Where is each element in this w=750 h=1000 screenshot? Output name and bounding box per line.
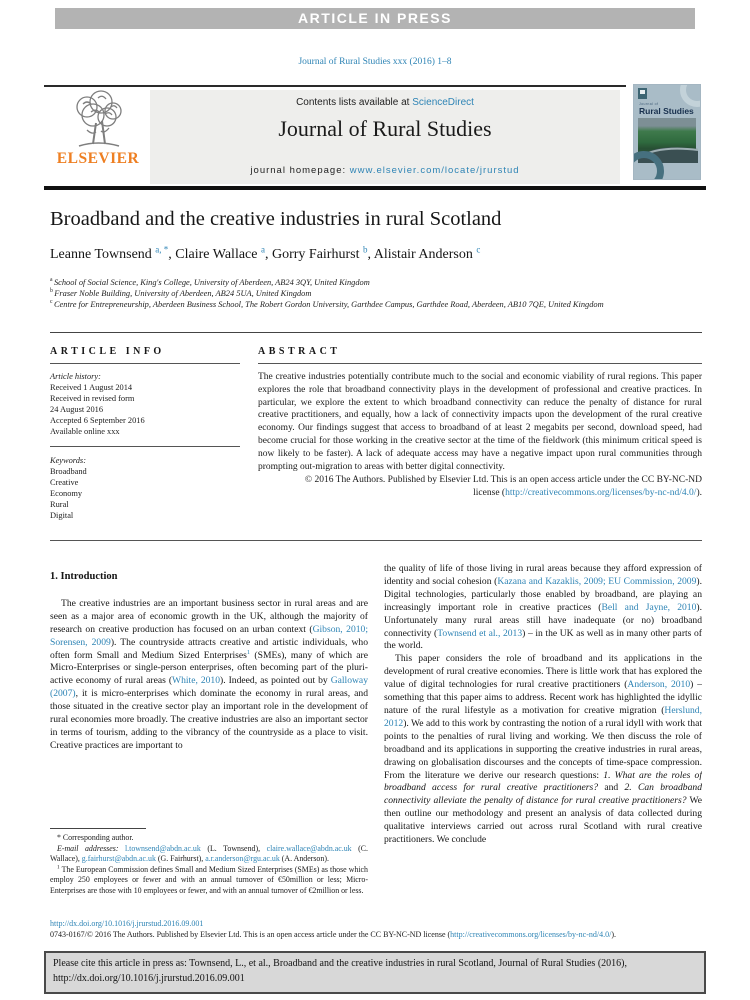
affiliation-c: $^c$ Centre for Entrepreneurship, Aberdeen Business School, The Robert Gordon University, Garthdee Campus, Garthdee Road, Aberdeen, AB10 7QE, United Kingdom — [50, 299, 604, 309]
body-right-column — [384, 563, 702, 923]
elsevier-logo[interactable] — [50, 90, 146, 184]
history-line: Received 1 August 2014 — [50, 383, 133, 392]
footnote-1: $^1$ The European Commission defines Small and Medium Sized Enterprises (SMEs) as those which employ 250 employees or fewer and with an annual turnover of €50million or less; Micro-Enterprises are those with 10 employees or fewer, and with an annual turnover of €2million or less. — [50, 863, 368, 895]
homepage-prefix: journal homepage: — [250, 165, 350, 176]
journal-cover-thumbnail — [633, 84, 701, 180]
email-addresses-note: E-mail addresses: l.townsend@abdn.ac.uk (L. Townsend), claire.wallace@abdn.ac.uk (C. Wallace), g.fairhurst@abdn.ac.uk (G. Fairhurst), a.r.anderson@rgu.ac.uk (A. Anderson). — [50, 843, 368, 863]
affiliation-rule — [50, 332, 702, 333]
keyword: Broadband — [50, 467, 87, 476]
masthead — [44, 90, 706, 184]
section-bottom-rule — [50, 540, 702, 541]
article-info-heading: ARTICLE INFO — [50, 346, 165, 357]
affiliations — [50, 277, 702, 310]
abstract-text: The creative industries potentially contribute much to the social and economic viability of rural regions. This paper explores the role that broadband connectivity plays in the development of professional and creative practices. In particular, we explore the extent to which broadband connectivity can reduce the penalty of distance for rural creative practitioners, and equally, how a lack of connectivity impacts upon the development of the rural creative economy. Our findings suggest that access to broadband of at least 2 megabits per second, download speed, had become crucial for those working in the creative sector at the time of the fieldwork (this minimum critical speed is now likely to be faster). A lack of adequate access may have a negative impact upon rural communities through prompting out-migration to areas with better digital connectivity. — [258, 372, 702, 472]
article-info-rule — [50, 363, 240, 364]
footnotes — [50, 828, 368, 896]
cover-subtitle: Journal of — [639, 102, 659, 106]
citation-box-text: Please cite this article in press as: Townsend, L., et al., Broadband and the creative industries in rural Scotland, Journal of Rural Studies (2016), http://dx.doi.org/10.1016/j.jrurstud.2016.09.001 — [53, 958, 627, 984]
article-in-press-banner: ARTICLE IN PRESS — [55, 8, 695, 29]
cover-title: Rural Studies — [639, 106, 694, 116]
journal-citation-line: Journal of Rural Studies xxx (2016) 1–8 — [298, 57, 452, 67]
keywords-label: Keywords: — [50, 456, 86, 465]
journal-title: Journal of Rural Studies — [278, 116, 492, 141]
citation-box — [44, 951, 706, 994]
header-top-rule — [44, 85, 626, 87]
license-line: license (http://creativecommons.org/licenses/by-nc-nd/4.0/). — [473, 488, 702, 499]
affiliation-a: $^a$ School of Social Science, King's College, University of Aberdeen, AB24 3QY, United Kingdom — [50, 277, 370, 287]
keyword: Economy — [50, 489, 83, 498]
abstract-heading: ABSTRACT — [258, 346, 341, 357]
intro-paragraph-left: The creative industries are an important business sector in rural areas and are seen as a major area of economic growth in the UK, although the majority of research on creative production has focused on an urban context (Gibson, 2010; Sorensen, 2009). The countryside attracts creative and artistic individuals, who often form Small and Medium Sized Enterprises$^1$ (SMEs), many of which are Micro-Enterprises or single-person enterprises, often becoming part of the pluri-active economy of rural areas (White, 2010). Indeed, as pointed out by Galloway (2007), it is micro-enterprises which dominate the economy in rural areas, and those situated in the creative sector play an important role in the development of rural economies more broadly. The creative industries are also an important sector in terms of tourism, adding to the vibrancy of the countryside as a place to visit. Creative practices are important to — [50, 597, 368, 751]
license-link[interactable]: http://creativecommons.org/licenses/by-nc-nd/4.0/ — [505, 488, 697, 499]
abstract-rule — [258, 363, 702, 364]
cover-publisher-chip-icon — [638, 88, 647, 99]
intro-paragraph-right-1: the quality of life of those living in rural areas because they afford expression of identity and social cohesion (Kazana and Kazaklis, 2009; EU Commission, 2009). Digital technologies, particularly those enabled by broadband, are playing an increasingly important role in creative practices (Bell and Jayne, 2010). Unfortunately many rural areas still have inadequate (or no) broadband connectivity (Townsend et al., 2013) – in the UK as well as in many other parts of the world. — [384, 563, 702, 652]
copyright-line: © 2016 The Authors. Published by Elsevier Ltd. This is an open access article under the CC BY-NC-ND — [304, 475, 702, 486]
footnote-rule — [50, 828, 146, 829]
cover-arc-decoration — [680, 84, 701, 107]
contents-prefix: Contents lists available at — [296, 97, 413, 108]
introduction-heading: 1. Introduction — [50, 571, 118, 582]
affiliation-b: $^b$ Fraser Noble Building, University of Aberdeen, AB24 5UA, United Kingdom — [50, 288, 312, 298]
keyword: Rural — [50, 500, 69, 509]
keyword: Digital — [50, 511, 74, 520]
keyword: Creative — [50, 478, 79, 487]
author-line: Leanne Townsend $^{a, *}$, Claire Wallace $^a$, Gorry Fairhurst $^b$, Alistair Anderson $^c$ — [50, 244, 481, 262]
contents-line — [150, 97, 620, 108]
history-line: Available online xxx — [50, 427, 120, 436]
abstract-copyright — [258, 474, 702, 500]
intro-paragraph-right-2: This paper considers the role of broadband and its applications in the development of rural creative economies. There is little work that has explored the value of digital technologies for rural creative practitioners (Anderson, 2010) – something that this paper aims to address. Recent work has highlighted the idyllic nature of the rural lifestyle as a motivation for creative migration (Herslund, 2012). We add to this work by contrasting the notion of a rural idyll with work that points to the penalties of rural living and working. We then discuss the role of broadband and its applications in supporting the creative industries in rural areas, drawing on globalisation discourses and the concepts of time-space compression. From the literature we derive our research questions: 1. What are the roles of broadband access for rural creative practitioners? and 2. Can broadband connectivity alleviate the penalty of distance for rural creative practitioners? We then outline our methodology and present an analysis of data collected during qualitative interviews carried out across rural Scotland with rural creative practitioners. We conclude — [384, 653, 702, 846]
history-line: Accepted 6 September 2016 — [50, 416, 145, 425]
article-info-column — [50, 346, 240, 521]
masthead-center-box — [150, 90, 620, 184]
article-history-label: Article history: — [50, 372, 101, 381]
elsevier-tree-icon — [65, 90, 131, 152]
issn-copyright-line: 0743-0167/© 2016 The Authors. Published by Elsevier Ltd. This is an open access article under the CC BY-NC-ND license (http://creativecommons.org/licenses/by-nc-nd/4.0/). — [50, 930, 616, 939]
body-left-column — [50, 563, 368, 825]
doi-link[interactable]: http://dx.doi.org/10.1016/j.jrurstud.2016.09.001 — [50, 919, 204, 928]
header-bottom-rule — [44, 186, 706, 190]
history-line: Received in revised form — [50, 394, 135, 403]
article-title: Broadband and the creative industries in rural Scotland — [50, 208, 502, 230]
sciencedirect-link[interactable]: ScienceDirect — [412, 97, 474, 108]
corresponding-author-note: * Corresponding author. — [57, 833, 134, 842]
journal-homepage-link[interactable]: www.elsevier.com/locate/jrurstud — [349, 165, 520, 176]
elsevier-wordmark: ELSEVIER — [56, 150, 140, 167]
homepage-line — [150, 165, 620, 176]
keywords-rule — [50, 446, 240, 447]
abstract-column — [258, 346, 702, 500]
history-line: 24 August 2016 — [50, 405, 104, 414]
